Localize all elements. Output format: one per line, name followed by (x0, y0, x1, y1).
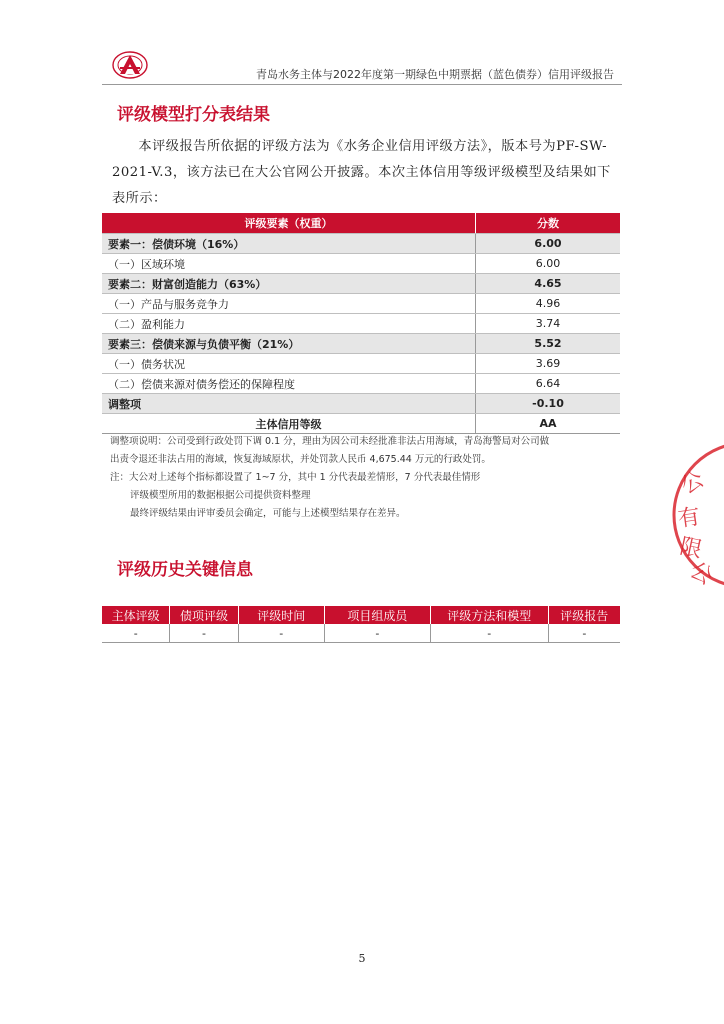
svg-text:限: 限 (677, 534, 705, 564)
dagong-logo-icon (112, 50, 148, 80)
row-label: （二）盈利能力 (102, 314, 476, 334)
row-value: -0.10 (476, 394, 621, 414)
table-notes (110, 433, 622, 523)
history-header-row (102, 606, 620, 624)
table-row (102, 354, 620, 374)
intro-paragraph (112, 134, 618, 212)
row-label: （一）区域环境 (102, 254, 476, 274)
table-row (102, 394, 620, 414)
page-number: 5 (358, 952, 366, 965)
history-cell: - (324, 624, 430, 643)
row-value: 5.52 (476, 334, 621, 354)
header-divider (102, 84, 622, 85)
adjust-note-line2: 出责令退还非法占用的海域，恢复海域原状，并处罚款人民币 4,675.44 万元的行政处罚。 (110, 454, 491, 465)
row-label: 主体信用等级 (102, 414, 476, 434)
history-cell: - (238, 624, 324, 643)
row-label: 要素一：偿债环境（16%） (102, 234, 476, 254)
row-label: 要素二：财富创造能力（63%） (102, 274, 476, 294)
history-cell: - (548, 624, 620, 643)
row-label: （二）偿债来源对债务偿还的保障程度 (102, 374, 476, 394)
row-value: 4.65 (476, 274, 621, 294)
row-value: 4.96 (476, 294, 621, 314)
history-header: 债项评级 (170, 606, 238, 624)
table-row (102, 294, 620, 314)
row-value: AA (476, 414, 621, 434)
table-row (102, 274, 620, 294)
note-line3: 最终评级结果由评审委员会确定，可能与上述模型结果存在差异。 (130, 508, 406, 519)
row-label: （一）产品与服务竞争力 (102, 294, 476, 314)
section-title-scoring: 评级模型打分表结果 (117, 105, 270, 125)
svg-text:公: 公 (685, 557, 717, 590)
scoring-table (102, 213, 620, 434)
history-cell: - (430, 624, 548, 643)
row-value: 6.00 (476, 234, 621, 254)
section-title-history: 评级历史关键信息 (117, 560, 253, 580)
row-label: 要素三：偿债来源与负债平衡（21%） (102, 334, 476, 354)
table-row (102, 234, 620, 254)
table-row (102, 254, 620, 274)
history-header: 评级方法和模型 (430, 606, 548, 624)
row-value: 3.74 (476, 314, 621, 334)
row-value: 6.64 (476, 374, 621, 394)
history-table (102, 606, 620, 643)
table-row (102, 624, 620, 643)
svg-text:有: 有 (676, 504, 702, 533)
company-seal-stamp (668, 440, 724, 590)
row-value: 6.00 (476, 254, 621, 274)
row-label: 调整项 (102, 394, 476, 414)
table-row (102, 314, 620, 334)
history-cell: - (170, 624, 238, 643)
intro-text: 本评级报告所依据的评级方法为《水务企业信用评级方法》，版本号为PF-SW-2021-V.3，该方法已在大公官网公开披露。本次主体信用等级评级模型及结果如下表所示： (112, 139, 611, 206)
history-header: 评级报告 (548, 606, 620, 624)
history-header: 主体评级 (102, 606, 170, 624)
row-label: （一）债务状况 (102, 354, 476, 374)
note-line1: 注：大公对上述每个指标都设置了 1~7 分，其中 1 分代表最差情形，7 分代表最佳情形 (110, 472, 481, 483)
table-row-final-rating (102, 414, 620, 434)
table-row (102, 374, 620, 394)
table-row (102, 334, 620, 354)
header-score: 分数 (476, 213, 621, 234)
history-header: 项目组成员 (324, 606, 430, 624)
history-cell: - (102, 624, 170, 643)
header-factor: 评级要素（权重） (102, 213, 476, 234)
note-line2: 评级模型所用的数据根据公司提供资料整理 (130, 490, 311, 501)
table-header-row (102, 213, 620, 234)
history-header: 评级时间 (238, 606, 324, 624)
adjust-note-line1: 调整项说明：公司受到行政处罚下调 0.1 分，理由为因公司未经批准非法占用海域，青岛海警局对公司做 (110, 436, 550, 447)
svg-text:公: 公 (676, 466, 709, 500)
header-title: 青岛水务主体与2022年度第一期绿色中期票据（蓝色债券）信用评级报告 (256, 68, 614, 81)
row-value: 3.69 (476, 354, 621, 374)
